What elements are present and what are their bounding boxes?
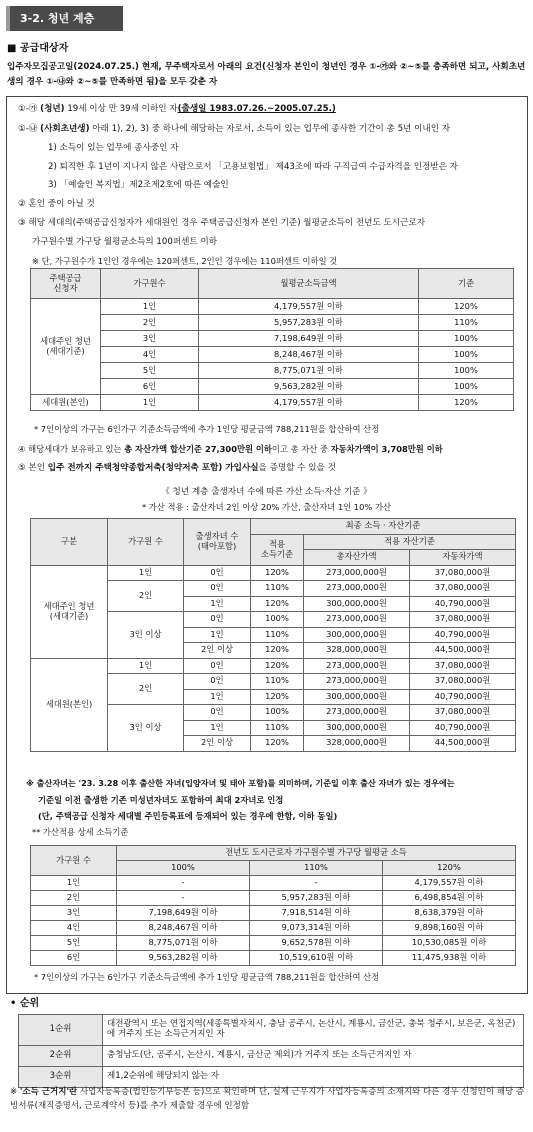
req-unmarried: ② 혼인 중이 아닐 것: [18, 199, 95, 209]
req-savings: [18, 463, 336, 474]
group-head-youth: 세대주인 청년 (세대기준): [31, 565, 108, 658]
table2-subtitle: * 가산 적용 : 출산자녀 2인 이상 20% 가산, 출산자녀 1인 10% 가산: [142, 502, 391, 512]
req-label: (청년): [40, 104, 65, 114]
th-group: 구분: [31, 519, 108, 566]
birth-note-4: ** 가산적용 상세 소득기준: [32, 827, 129, 837]
cell: 6인: [101, 379, 199, 395]
cell: 37,080,000원: [410, 658, 516, 674]
cell: 40,790,000원: [410, 720, 516, 736]
cell: 273,000,000원: [304, 565, 410, 581]
cell: 0인: [184, 705, 251, 721]
cell: 110%: [251, 674, 304, 690]
cell: 5인: [101, 363, 199, 379]
req-birth-range: (출생일 1983.07.26.~2005.07.25.): [177, 104, 336, 114]
cell: 7,198,649원 이하: [117, 906, 250, 921]
th-total-asset: 총자산가액: [304, 550, 410, 566]
cell: 273,000,000원: [304, 612, 410, 628]
cell: 273,000,000원: [304, 581, 410, 597]
cell: 0인: [184, 581, 251, 597]
req-sub-2: 2) 퇴직한 후 1년이 지나지 않은 사람으로서 「고용보험법」 제43조에 따라 구직급여 수급자격을 인정받은 자: [48, 162, 458, 172]
page-title: 3-2. 청년 계층: [6, 6, 123, 31]
cell: 7,198,649원 이하: [199, 331, 419, 347]
cell: 2인 이상: [184, 736, 251, 752]
cell: 11,475,938원 이하: [383, 951, 516, 966]
birth-note-1: ※ 출산자녀는 '23. 3.28 이후 출산한 자녀(입양자녀 및 태아 포함)를 의미하며, 기준일 이후 출산 자녀가 있는 경우에는: [26, 778, 455, 788]
req-num: ①-㉯: [18, 124, 41, 134]
cell: 5,957,283원 이하: [199, 315, 419, 331]
cell: 100%: [419, 363, 514, 379]
req-newcomer: [18, 124, 450, 135]
cell: 3인: [31, 906, 117, 921]
cell: 120%: [251, 596, 304, 612]
bonus-table: [30, 518, 516, 752]
cell: 1인: [31, 876, 117, 891]
cell: -: [250, 876, 383, 891]
req-text: 이고 총 자산 중: [271, 444, 331, 454]
birth-note-2: 기준일 이전 출생한 기존 미성년자녀도 포함하여 최대 2자녀로 인정: [38, 795, 284, 805]
group-head-member: 세대원(본인): [31, 395, 101, 411]
req-text: ④ 해당세대가 보유하고 있는: [18, 444, 125, 454]
cell: 100%: [251, 612, 304, 628]
cell: 1인: [108, 658, 184, 674]
cell: 1인: [108, 565, 184, 581]
cell: 9,652,578원 이하: [250, 936, 383, 951]
cell: 100%: [419, 347, 514, 363]
cell: 273,000,000원: [304, 658, 410, 674]
rank-title: • 순위: [10, 998, 40, 1009]
req-income-note: ※ 단, 가구원수가 1인인 경우에는 120퍼센트, 2인인 경우에는 110퍼센트 이하일 것: [32, 256, 338, 266]
group-head-member: 세대원(본인): [31, 658, 108, 751]
cell: 1인: [184, 627, 251, 643]
bonus-income-note: * 7인이상의 가구는 6인가구 기준소득금액에 추가 1인당 평균금액 788,211원을 합산하여 산정: [34, 972, 380, 982]
cell: 300,000,000원: [304, 596, 410, 612]
cell: 1인: [101, 299, 199, 315]
cell: 120%: [251, 736, 304, 752]
cell: 8,248,467원 이하: [117, 921, 250, 936]
cell: 110%: [251, 581, 304, 597]
rank-label: 1순위: [19, 1015, 103, 1046]
th-asset: 적용 자산기준: [304, 534, 516, 550]
cell: 300,000,000원: [304, 627, 410, 643]
cell: 120%: [419, 395, 514, 411]
group-head-youth: 세대주인 청년 (세대기준): [31, 299, 101, 395]
cell: 2인: [31, 891, 117, 906]
req-num: ①-㉮: [18, 104, 41, 114]
cell: 37,080,000원: [410, 705, 516, 721]
section-title: ■ 공급대상자: [7, 43, 69, 54]
cell: 328,000,000원: [304, 736, 410, 752]
cell: 1인: [184, 720, 251, 736]
cell: 110%: [419, 315, 514, 331]
cell: 1인: [101, 395, 199, 411]
footnote-term: '소득 근거지'란: [19, 1087, 78, 1097]
cell: 120%: [251, 643, 304, 659]
req-income-2: 가구원수별 가구당 월평균소득의 100퍼센트 이하: [32, 237, 218, 247]
cell: 4인: [31, 921, 117, 936]
rank-desc: 제1,2순위에 해당되지 않는 자: [103, 1067, 524, 1088]
cell: 40,790,000원: [410, 689, 516, 705]
th-final: 최종 소득 · 자산기준: [251, 519, 516, 535]
footnote-mark: ※: [10, 1087, 20, 1097]
th-standard: 기준: [419, 269, 514, 299]
req-asset-car: 자동차가액이 3,708만원 이하: [330, 444, 443, 454]
req-sub-3: 3) 「예술인 복지법」제2조제2호에 따른 예술인: [48, 180, 229, 190]
rank-desc: 충청남도(단, 공주시, 논산시, 계룡시, 금산군 제외)가 거주지 또는 소득근거지인 자: [103, 1046, 524, 1067]
cell: 120%: [251, 658, 304, 674]
cell: 44,500,000원: [410, 736, 516, 752]
cell: 100%: [419, 331, 514, 347]
cell: 37,080,000원: [410, 581, 516, 597]
cell: 4,179,557원 이하: [383, 876, 516, 891]
cell: 110%: [251, 627, 304, 643]
cell: 9,563,282원 이하: [117, 951, 250, 966]
req-label: (사회초년생): [40, 124, 90, 134]
footnote: [10, 1085, 525, 1113]
th-size: 가구원 수: [31, 846, 117, 876]
cell: 300,000,000원: [304, 689, 410, 705]
cell: 0인: [184, 612, 251, 628]
cell: 120%: [419, 299, 514, 315]
rank-table: [18, 1014, 524, 1088]
cell: 7,918,514원 이하: [250, 906, 383, 921]
rank-desc: 대전광역시 또는 연접지역(세종특별자치시, 충남 공주시, 논산시, 계룡시, 금산군, 충북 청주시, 보은군, 옥천군)에 거주지 또는 소득근거지인 자: [103, 1015, 524, 1046]
cell: 5인: [31, 936, 117, 951]
cell: 37,080,000원: [410, 674, 516, 690]
cell: 4인: [101, 347, 199, 363]
table2-title: 《 청년 계층 출생자녀 수에 따른 가산 소득·자산 기준 》: [161, 487, 372, 497]
cell: 6,498,854원 이하: [383, 891, 516, 906]
cell: 3인: [101, 331, 199, 347]
cell: 100%: [419, 379, 514, 395]
income-note: * 7인이상의 가구는 6인가구 기준소득금액에 추가 1인당 평균금액 788,211원을 합산하여 산정: [34, 424, 380, 434]
cell: 0인: [184, 674, 251, 690]
cell: 44,500,000원: [410, 643, 516, 659]
cell: 120%: [251, 565, 304, 581]
th-income: 월평균소득금액: [199, 269, 419, 299]
req-text: 19세 이상 만 39세 이하인 자: [64, 104, 178, 114]
cell: 2인: [108, 581, 184, 612]
th-income: 적용 소득기준: [251, 534, 304, 565]
cell: 0인: [184, 565, 251, 581]
cell: 1인: [184, 596, 251, 612]
cell: 4,179,557원 이하: [199, 395, 419, 411]
cell: 120%: [251, 689, 304, 705]
cell: 9,898,160원 이하: [383, 921, 516, 936]
cell: 100%: [251, 705, 304, 721]
req-asset-total: 총 자산가액 합산기준 27,300만원 이하: [124, 444, 272, 454]
th-size: 가구원 수: [108, 519, 184, 566]
req-income-1: ③ 해당 세대의(주택공급신청자가 세대원인 경우 주택공급신청자 본인 기준) 월평균소득이 전년도 도시근로자: [18, 218, 425, 228]
th-income-title: 전년도 도시근로자 가구원수별 가구당 월평균 소득: [117, 846, 516, 861]
req-savings-bold: 입주 전까지 주택청약종합저축(청약저축 포함) 가입사실: [47, 463, 259, 473]
cell: 10,519,610원 이하: [250, 951, 383, 966]
cell: -: [117, 876, 250, 891]
income-table: [30, 268, 514, 411]
intro-text: 입주자모집공고일(2024.07.25.) 현재, 무주택자로서 아래의 요건(신청자 본인이 청년인 경우 ①-㉮와 ②~⑤를 충족하면 되고, 사회초년생의 경우 ①-㉯와 ②~⑤를 만족하면 됨)을 모두 갖춘 자: [7, 62, 526, 87]
cell: 8,638,379원 이하: [383, 906, 516, 921]
cell: 10,530,085원 이하: [383, 936, 516, 951]
cell: 0인: [184, 658, 251, 674]
cell: 37,080,000원: [410, 565, 516, 581]
req-asset: [18, 444, 443, 455]
th-110: 110%: [250, 861, 383, 876]
cell: 5,957,283원 이하: [250, 891, 383, 906]
cell: 300,000,000원: [304, 720, 410, 736]
th-applicant: 주택공급 신청자: [31, 269, 101, 299]
th-car-asset: 자동차가액: [410, 550, 516, 566]
req-sub-1: 1) 소득이 있는 업무에 종사중인 자: [48, 143, 179, 153]
cell: 328,000,000원: [304, 643, 410, 659]
cell: 4,179,557원 이하: [199, 299, 419, 315]
req-text: 아래 1), 2), 3) 중 하나에 해당하는 자로서, 소득이 있는 업무에 종사한 기간이 총 5년 이내인 자: [89, 124, 451, 134]
th-household: 가구원수: [101, 269, 199, 299]
cell: 2인 이상: [184, 643, 251, 659]
cell: 273,000,000원: [304, 705, 410, 721]
footnote-text: 사업자등록증(법인등기부등본 등)으로 확인하며 단, 실제 근무지가 사업자등록증의 소재지와 다른 경우 신청인이 해당 증빙서류(재직증명서, 근로계약서 등)를 추가 제출할 경우에 인정함: [10, 1087, 525, 1111]
cell: 8,775,071원 이하: [199, 363, 419, 379]
cell: 3인 이상: [108, 705, 184, 752]
bonus-income-table: [30, 845, 516, 966]
cell: 110%: [251, 720, 304, 736]
cell: 273,000,000원: [304, 674, 410, 690]
cell: 9,563,282원 이하: [199, 379, 419, 395]
rank-label: 3순위: [19, 1067, 103, 1088]
th-100: 100%: [117, 861, 250, 876]
th-children: 출생자녀 수 (태아포함): [184, 519, 251, 566]
th-120: 120%: [383, 861, 516, 876]
cell: -: [117, 891, 250, 906]
req-text: 을 증명할 수 있을 것: [258, 463, 336, 473]
req-youth: [18, 104, 336, 115]
cell: 9,073,314원 이하: [250, 921, 383, 936]
cell: 6인: [31, 951, 117, 966]
cell: 2인: [108, 674, 184, 705]
cell: 37,080,000원: [410, 612, 516, 628]
cell: 40,790,000원: [410, 596, 516, 612]
req-text: ⑤ 본인: [18, 463, 48, 473]
cell: 8,248,467원 이하: [199, 347, 419, 363]
cell: 1인: [184, 689, 251, 705]
cell: 2인: [101, 315, 199, 331]
cell: 40,790,000원: [410, 627, 516, 643]
cell: 8,775,071원 이하: [117, 936, 250, 951]
birth-note-3: (단, 주택공급 신청자 세대별 주민등록표에 등재되어 있는 경우에 한함, 이하 동일): [38, 811, 338, 821]
cell: 3인 이상: [108, 612, 184, 659]
rank-label: 2순위: [19, 1046, 103, 1067]
